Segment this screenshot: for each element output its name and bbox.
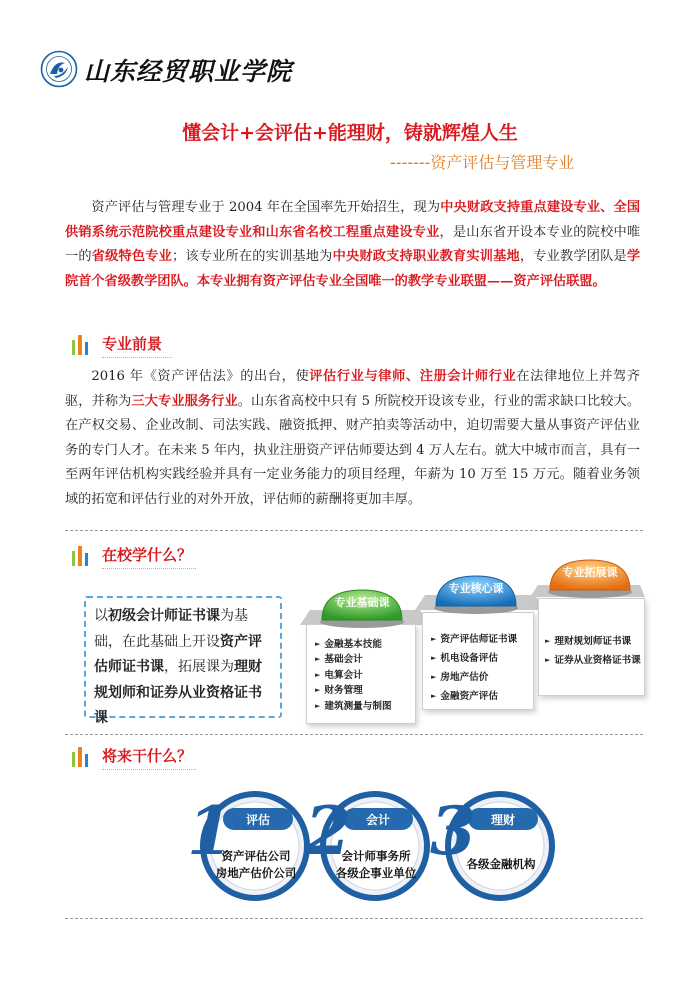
career-line: 资产评估公司 bbox=[221, 849, 291, 863]
course-item: ► 财务管理 bbox=[315, 683, 415, 698]
school-name: 山东经贸职业学院 bbox=[84, 57, 293, 86]
course-item: ► 金融基本技能 bbox=[315, 637, 415, 652]
career-item-appraisal bbox=[185, 790, 313, 902]
course-item: ► 基础会计 bbox=[315, 652, 415, 667]
career-description bbox=[456, 856, 546, 873]
highlight-text: 学院首个省级教学团队。本专业拥有资产评估专业全国唯一的教学专业联盟——资产评估联盟。 bbox=[65, 249, 641, 289]
career-label: 理财 bbox=[490, 813, 515, 827]
section-header-future bbox=[70, 745, 640, 775]
course-item: ► 理财规划师证书课 bbox=[545, 632, 644, 651]
career-number: 2 bbox=[305, 792, 351, 870]
career-line: 会计师事务所 bbox=[341, 849, 411, 863]
course-item: ► 机电设备评估 bbox=[431, 649, 533, 668]
intro-paragraph bbox=[65, 196, 640, 294]
section-underline bbox=[102, 568, 196, 569]
course-item: ► 电算会计 bbox=[315, 668, 415, 683]
career-description bbox=[211, 848, 301, 882]
section-underline bbox=[102, 769, 196, 770]
course-item: ► 建筑测量与制图 bbox=[315, 699, 415, 714]
text-segment: 资产评估与管理专业于 2004 年在全国率先开始招生，现为 bbox=[91, 200, 441, 215]
career-item-accounting bbox=[305, 790, 433, 902]
prospects-paragraph bbox=[65, 365, 640, 513]
section-title: 在校学什么？ bbox=[102, 546, 193, 564]
career-line: 房地产估价公司 bbox=[215, 866, 297, 880]
career-label: 评估 bbox=[245, 813, 270, 827]
course-item: ► 房地产估价 bbox=[431, 668, 533, 687]
text-segment: ，专业教学团队是 bbox=[519, 249, 627, 265]
school-logo bbox=[40, 50, 300, 90]
career-line: 各级金融机构 bbox=[466, 857, 536, 871]
text-segment: ，是山东省开设本专业的院校中唯一的 bbox=[65, 224, 641, 265]
text-segment: ；该专业所在的实训基地为 bbox=[172, 249, 333, 265]
section-divider bbox=[65, 530, 643, 531]
career-number: 1 bbox=[187, 792, 233, 870]
section-title: 专业前景 bbox=[102, 335, 163, 353]
study-summary-box bbox=[84, 596, 282, 726]
section-divider bbox=[65, 734, 643, 735]
course-item: ► 金融资产评估 bbox=[431, 687, 533, 706]
highlight-text: 评估行业与律师、注册会计师行业 bbox=[309, 369, 517, 384]
school-emblem-icon bbox=[40, 50, 78, 88]
course-badge-label: 专业核心课 bbox=[448, 582, 504, 595]
course-badge-label: 专业拓展课 bbox=[562, 566, 618, 579]
section-bars-icon bbox=[70, 335, 96, 357]
highlight-text: 省级特色专业 bbox=[91, 249, 173, 265]
section-title: 将来干什么？ bbox=[102, 747, 193, 765]
highlight-text: 三大专业服务行业 bbox=[131, 393, 238, 409]
course-card-core bbox=[422, 612, 534, 710]
highlight-text: 理财规划师和证券从业资格证书课 bbox=[94, 659, 262, 726]
course-item: ► 资产评估师证书课 bbox=[431, 630, 533, 649]
highlight-text: 资产评估师证书课 bbox=[94, 633, 262, 675]
career-description bbox=[331, 848, 421, 882]
page-subtitle: -------资产评估与管理专业 bbox=[390, 153, 575, 172]
career-label: 会计 bbox=[365, 813, 390, 827]
course-badge-label: 专业基础课 bbox=[334, 596, 390, 609]
course-item: ► 证券从业资格证书课 bbox=[545, 651, 644, 670]
section-bars-icon bbox=[70, 546, 96, 568]
section-underline bbox=[102, 357, 172, 358]
text-segment: 为基础，在此基础上开设 bbox=[94, 608, 248, 650]
course-card-extension bbox=[538, 598, 645, 696]
course-card-basic bbox=[306, 624, 416, 724]
highlight-text: 中央财政支持重点建设专业、全国供销系统示范院校重点建设专业和山东省名校工程重点建设专业 bbox=[65, 200, 641, 240]
section-bars-icon bbox=[70, 747, 96, 769]
highlight-text: 初级会计师证书课 bbox=[108, 608, 220, 624]
text-segment: 2016 年《资产评估法》的出台，使 bbox=[91, 369, 310, 384]
text-segment: ，拓展课为 bbox=[164, 659, 234, 675]
section-header-prospects bbox=[70, 333, 640, 363]
section-divider bbox=[65, 918, 643, 919]
text-segment: 以 bbox=[94, 608, 108, 624]
career-line: 各级企事业单位 bbox=[335, 866, 417, 880]
highlight-text: 中央财政支持职业教育实训基地 bbox=[332, 249, 520, 265]
page-title: 懂会计+会评估+能理财，铸就辉煌人生 bbox=[182, 122, 518, 144]
career-number: 3 bbox=[430, 792, 476, 870]
career-item-finance bbox=[430, 790, 558, 902]
text-segment: 在法律地位上并驾齐驱，并称为 bbox=[65, 369, 640, 409]
text-segment: 。山东省高校中只有 5 所院校开设该专业，行业的需求缺口比较大。在产权交易、企业改制、司法实践、融资抵押、财产拍卖等活动中，迫切需要大量从事资产评估业务的专门人才。在未来 5 年内，执业注册资产评估师要达到 4 万人左右。就大中城市而言，具有一至两年评估机构实践经验并具有一定业务能力的项目经理，年薪为 10 万至 15 万元。随着业务领域的拓宽和评估行业的对外开放，评估师的薪酬将更加丰厚。 bbox=[65, 393, 641, 507]
